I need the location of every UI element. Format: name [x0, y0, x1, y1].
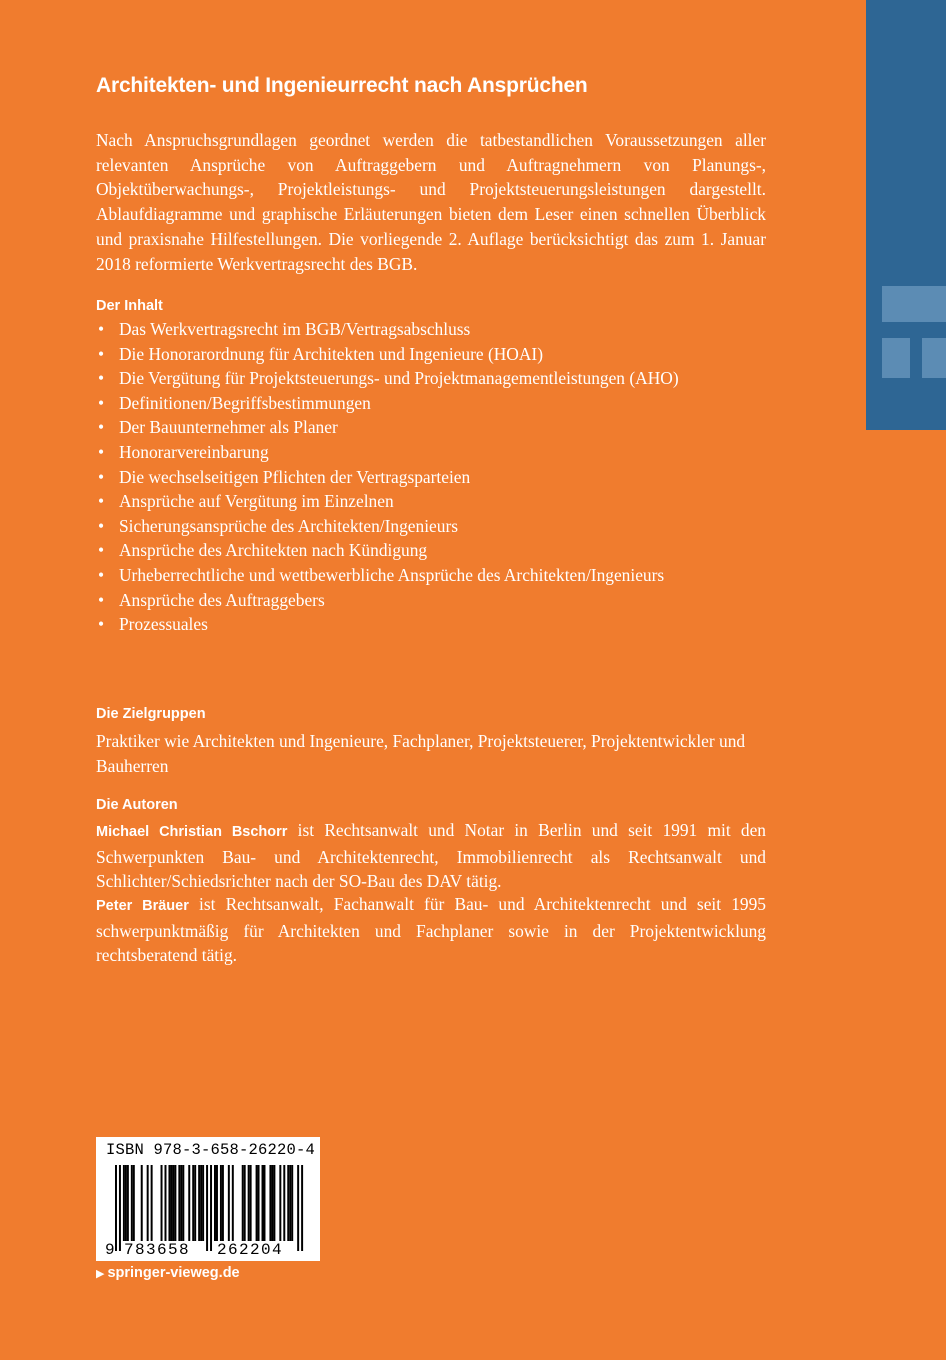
bullet-icon: • [98, 343, 105, 364]
barcode-bar [125, 1165, 127, 1241]
isbn-label: ISBN 978-3-658-26220-4 [106, 1141, 316, 1159]
contents-item-text: Sicherungsansprüche des Architekten/Ingenieurs [119, 515, 459, 536]
contents-item-text: Ansprüche des Architekten nach Kündigung [119, 540, 428, 561]
bullet-icon: • [98, 589, 105, 610]
barcode-bar [180, 1165, 182, 1241]
barcode-bar [194, 1165, 196, 1241]
publisher-link[interactable] [96, 1265, 240, 1281]
author-1-bio [96, 818, 766, 894]
bullet-icon: • [98, 614, 105, 635]
bullet-icon: • [98, 441, 105, 462]
contents-item-text: Das Werkvertragsrecht im BGB/Vertragsabschluss [119, 319, 471, 339]
barcode-bar [119, 1165, 121, 1251]
author-2-name: Peter Bräuer [96, 898, 189, 914]
contents-item [96, 563, 766, 588]
barcode-bar [123, 1165, 125, 1241]
barcode-bar [133, 1165, 135, 1241]
barcode-bar [264, 1165, 266, 1241]
intro-paragraph: Nach Anspruchsgrundlagen geordnet werden die tatbestandlichen Voraussetzungen aller relevanten Ansprüche von Auftraggebern und Auftragnehmern von Planungs-, Objektüberwachungs-, Projektleistungs- und Projektsteuerungsleistungen dargestellt. Ablaufdiagramme und graphische Erläuterungen bieten dem Leser einen schnellen Überblick und praxisnahe Hilfestellungen. Die vorliegende 2. Auflage berücksichtigt das zum 1. Januar 2018 reformierte Werkvertragsrecht des BGB. [96, 130, 766, 274]
bullet-icon: • [98, 515, 105, 536]
contents-item [96, 415, 766, 440]
barcode-bar [228, 1165, 230, 1241]
contents-item [96, 538, 766, 563]
contents-item-text: Urheberrechtliche und wettbewerbliche Ansprüche des Architekten/Ingenieurs [119, 564, 665, 585]
barcode-bar [192, 1165, 194, 1241]
barcode-bar [283, 1165, 285, 1241]
contents-list [96, 317, 766, 637]
barcode-bar [269, 1165, 271, 1241]
strip-accent-block [882, 286, 946, 322]
bullet-icon: • [98, 417, 105, 438]
contents-heading: Der Inhalt [96, 298, 163, 314]
contents-item [96, 514, 766, 539]
isbn-barcode [96, 1137, 320, 1261]
barcode-bar [232, 1165, 234, 1241]
barcode-bar [141, 1165, 143, 1241]
barcode-bar [214, 1165, 216, 1241]
barcode-bar [250, 1165, 252, 1241]
barcode-bar [178, 1165, 180, 1241]
barcode-bar [127, 1165, 129, 1241]
ean-first-digit: 9 [105, 1241, 115, 1259]
barcode-bar [182, 1165, 184, 1241]
bullet-icon: • [98, 368, 105, 389]
barcode-bar [220, 1165, 222, 1241]
author-2-bio [96, 892, 766, 968]
barcode-bar [256, 1165, 258, 1241]
authors-heading: Die Autoren [96, 797, 178, 813]
contents-item [96, 612, 766, 637]
barcode-bar [198, 1165, 200, 1241]
barcode-bar [174, 1165, 176, 1241]
barcode-bar [147, 1165, 149, 1241]
contents-item-text: Der Bauunternehmer als Planer [119, 417, 338, 438]
barcode-bar [216, 1165, 218, 1241]
publisher-url: springer-vieweg.de [107, 1265, 240, 1281]
barcode-bar [289, 1165, 291, 1241]
barcode-bar [279, 1165, 281, 1241]
contents-item-text: Die Honorarordnung für Architekten und Ingenieure (HOAI) [119, 343, 543, 364]
barcode-bar [262, 1165, 264, 1241]
audience-heading: Die Zielgruppen [96, 706, 206, 722]
barcode-bar [165, 1165, 167, 1241]
contents-item [96, 489, 766, 514]
contents-item-text: Die wechselseitigen Pflichten der Vertragsparteien [119, 466, 471, 487]
barcode-bar [210, 1165, 212, 1251]
contents-item [96, 465, 766, 490]
bullet-icon: • [98, 491, 105, 512]
barcode-bar [161, 1165, 163, 1241]
barcode-bar [273, 1165, 275, 1241]
author-1-text: ist Rechtsanwalt und Notar in Berlin und seit 1991 mit den Schwerpunkten Bau- und Architektenrecht, Immobilienrecht als Rechtsanwalt und Schlichter/Schiedsrichter nach der SO-Bau des DAV tätig. [96, 820, 766, 892]
barcode-bar [297, 1165, 299, 1251]
barcode-bar [258, 1165, 260, 1241]
barcode-bar [151, 1165, 153, 1241]
barcode-bar [287, 1165, 289, 1241]
barcode-bar [131, 1165, 133, 1241]
barcode-bar [202, 1165, 204, 1241]
barcode-bar [206, 1165, 208, 1251]
contents-item [96, 342, 766, 367]
audience-text: Praktiker wie Architekten und Ingenieure, Fachplaner, Projektsteuerer, Projektentwickler und Bauherren [96, 731, 746, 776]
contents-item-text: Ansprüche auf Vergütung im Einzelnen [119, 491, 394, 512]
contents-item-text: Prozessuales [119, 614, 208, 635]
contents-item-text: Honorarvereinbarung [119, 441, 269, 462]
barcode-bar [291, 1165, 293, 1241]
strip-accent-block [922, 338, 946, 378]
contents-item [96, 440, 766, 465]
barcode-bar [222, 1165, 224, 1241]
book-title: Architekten- und Ingenieurrecht nach Ansprüchen [96, 74, 588, 97]
ean-right-digits: 262204 [217, 1241, 284, 1259]
barcode-bar [248, 1165, 250, 1241]
barcode-bar [271, 1165, 273, 1241]
bullet-icon: • [98, 319, 105, 339]
strip-accent-block [882, 338, 910, 378]
author-2-text: ist Rechtsanwalt, Fachanwalt für Bau- und Architektenrecht und seit 1995 schwerpunktmäßig für Architekten und Fachplaner sowie in der Projektentwicklung rechtsberatend tätig. [96, 894, 766, 966]
barcode-bar [301, 1165, 303, 1251]
bullet-icon: • [98, 564, 105, 585]
barcode-bar [115, 1165, 117, 1251]
bullet-icon: • [98, 466, 105, 487]
barcode-bar [200, 1165, 202, 1241]
barcode-bar [172, 1165, 174, 1241]
barcode-bar [244, 1165, 246, 1241]
contents-item-text: Ansprüche des Auftraggebers [119, 589, 325, 610]
bullet-icon: • [98, 392, 105, 413]
contents-item-text: Die Vergütung für Projektsteuerungs- und Projektmanagementleistungen (AHO) [119, 368, 679, 389]
barcode-bar [170, 1165, 172, 1241]
author-1-name: Michael Christian Bschorr [96, 824, 288, 840]
arrow-right-icon: ▶ [96, 1268, 105, 1280]
barcode-bar [188, 1165, 190, 1241]
contents-item [96, 317, 766, 342]
contents-item [96, 588, 766, 613]
barcode-bar [168, 1165, 170, 1241]
ean-left-digits: 783658 [124, 1241, 191, 1259]
barcode-bar [242, 1165, 244, 1241]
contents-item [96, 366, 766, 391]
side-color-strip [866, 0, 946, 430]
bullet-icon: • [98, 540, 105, 561]
contents-item-text: Definitionen/Begriffsbestimmungen [119, 392, 371, 413]
contents-item [96, 391, 766, 416]
